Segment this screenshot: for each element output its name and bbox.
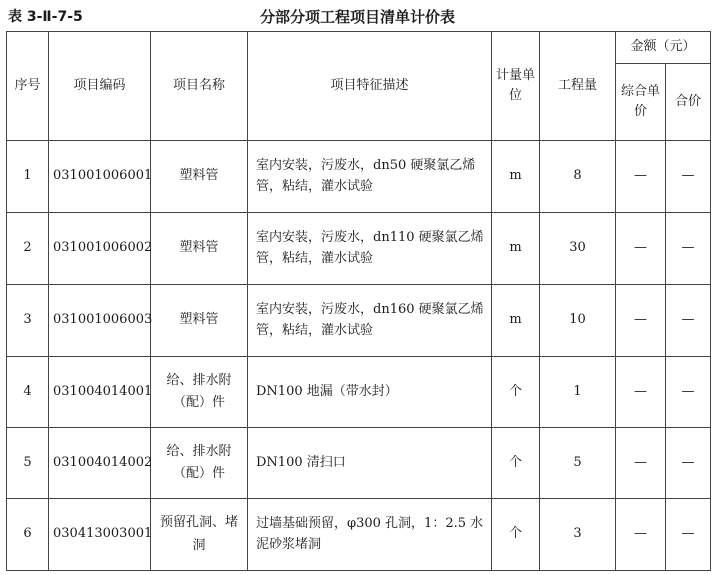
cell-seq: 5 [7,428,49,499]
cell-code: 031001006002 [49,213,151,285]
cell-name: 给、排水附（配）件 [151,357,248,428]
header-unit-price: 综合单价 [616,64,666,141]
cell-seq: 6 [7,499,49,571]
header-desc: 项目特征描述 [248,32,492,141]
cell-seq: 4 [7,357,49,428]
table-label: 表 3-Ⅱ-7-5 [8,9,83,25]
header-total: 合价 [666,64,711,141]
cell-name: 塑料管 [151,213,248,285]
table-body [7,141,711,571]
cell-desc: 室内安装，污废水，dn160 硬聚氯乙烯管，粘结，灌水试验 [248,285,492,357]
table-row [7,285,711,357]
cell-seq: 3 [7,285,49,357]
cell-code: 031004014002 [49,428,151,499]
cell-unit-price: — [616,213,666,285]
table-row [7,357,711,428]
cell-seq: 2 [7,213,49,285]
cell-seq: 1 [7,141,49,213]
cell-name: 给、排水附（配）件 [151,428,248,499]
cell-unit: 个 [492,428,540,499]
cell-total: — [666,428,711,499]
cell-qty: 1 [540,357,616,428]
table-row [7,428,711,499]
cell-qty: 5 [540,428,616,499]
cell-unit: 个 [492,357,540,428]
cell-code: 031004014001 [49,357,151,428]
table-row [7,141,711,213]
header-unit [492,32,540,141]
table-row [7,213,711,285]
cell-unit: 个 [492,499,540,571]
cell-unit-price: — [616,357,666,428]
cell-desc: 室内安装，污废水，dn50 硬聚氯乙烯管，粘结，灌水试验 [248,141,492,213]
header-code: 项目编码 [49,32,151,141]
cell-qty: 30 [540,213,616,285]
pricing-table [6,31,711,571]
cell-unit: m [492,213,540,285]
table-title: 分部分项工程项目清单计价表 [259,8,455,26]
header-unit-text: 计量单位 [496,67,536,103]
header-amount: 金额（元） [616,32,711,64]
cell-desc: 过墙基础预留，φ300 孔洞，1：2.5 水泥砂浆堵洞 [248,499,492,571]
cell-code: 031001006003 [49,285,151,357]
header-name: 项目名称 [151,32,248,141]
table-caption [0,0,715,30]
cell-unit-price: — [616,499,666,571]
cell-total: — [666,499,711,571]
cell-code: 030413003001 [49,499,151,571]
cell-total: — [666,357,711,428]
cell-total: — [666,285,711,357]
cell-name: 塑料管 [151,141,248,213]
cell-qty: 3 [540,499,616,571]
cell-name: 塑料管 [151,285,248,357]
cell-unit: m [492,285,540,357]
header-seq: 序号 [7,32,49,141]
cell-unit-price: — [616,141,666,213]
cell-qty: 10 [540,285,616,357]
cell-total: — [666,213,711,285]
cell-unit: m [492,141,540,213]
cell-unit-price: — [616,285,666,357]
table-row [7,499,711,571]
header-row-top [7,32,711,64]
header-qty: 工程量 [540,32,616,141]
cell-desc: DN100 清扫口 [248,428,492,499]
cell-total: — [666,141,711,213]
cell-desc: DN100 地漏（带水封） [248,357,492,428]
cell-code: 031001006001 [49,141,151,213]
cell-name: 预留孔洞、堵洞 [151,499,248,571]
cell-unit-price: — [616,428,666,499]
cell-desc: 室内安装，污废水，dn110 硬聚氯乙烯管，粘结，灌水试验 [248,213,492,285]
cell-qty: 8 [540,141,616,213]
